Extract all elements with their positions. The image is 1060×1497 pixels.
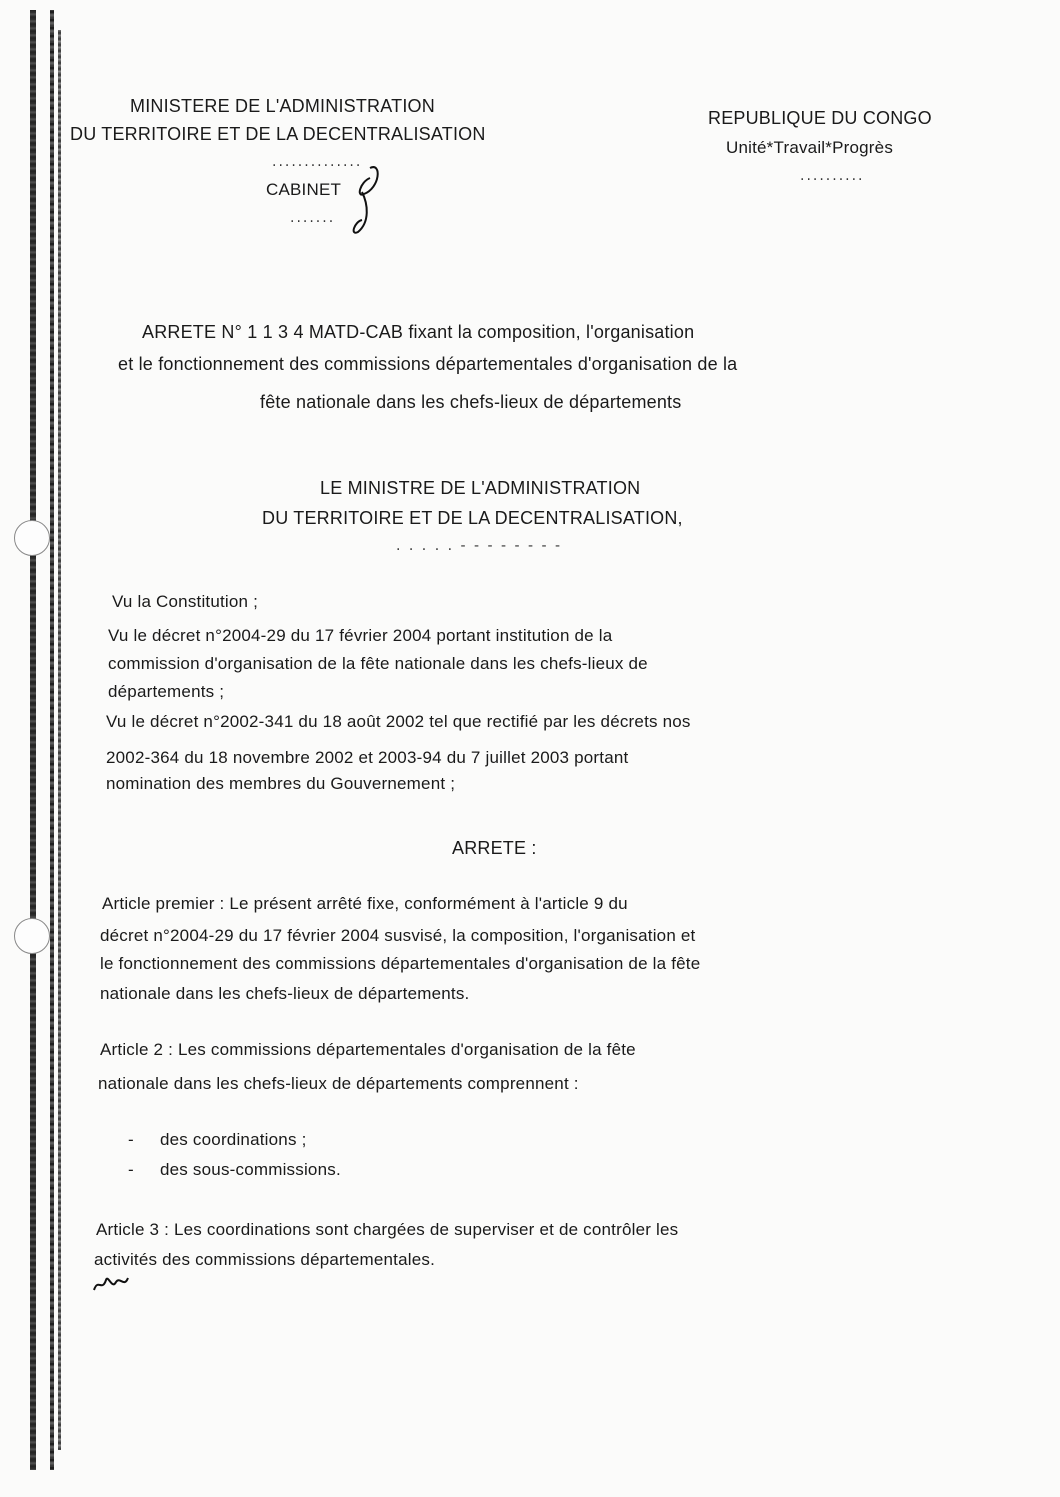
- visa-line: commission d'organisation de la fête nationale dans les chefs-lieux de: [108, 654, 648, 673]
- minister-line2: DU TERRITOIRE ET DE LA DECENTRALISATION,: [262, 508, 683, 528]
- article1-line: nationale dans les chefs-lieux de départements.: [100, 984, 470, 1003]
- decree-title-line1: ARRETE N° 1 1 3 4 MATD-CAB fixant la composition, l'organisation: [142, 322, 695, 342]
- visa-line: Vu la Constitution ;: [112, 592, 259, 611]
- punch-hole-bottom: [14, 918, 50, 954]
- ministry-line1: MINISTERE DE L'ADMINISTRATION: [130, 96, 435, 116]
- cabinet-label: CABINET: [266, 180, 342, 199]
- ministry-line2: DU TERRITOIRE ET DE LA DECENTRALISATION: [70, 124, 486, 144]
- punch-hole-top: [14, 520, 50, 556]
- article2-line: nationale dans les chefs-lieux de départements comprennent :: [98, 1074, 579, 1093]
- binding-strip: [28, 10, 68, 1470]
- article1-line: le fonctionnement des commissions départementales d'organisation de la fête: [100, 954, 701, 973]
- article3-line: activités des commissions départementales.: [94, 1250, 435, 1269]
- minister-line1: LE MINISTRE DE L'ADMINISTRATION: [320, 478, 641, 498]
- handwritten-paraph: [90, 1272, 130, 1296]
- separator-dots-4: . . . . . - - - - - - - -: [396, 538, 563, 554]
- visa-line: 2002-364 du 18 novembre 2002 et 2003-94 du 7 juillet 2003 portant: [106, 748, 629, 767]
- separator-dots: ..............: [272, 154, 363, 170]
- decree-title-line2: et le fonctionnement des commissions départementales d'organisation de la: [118, 354, 738, 374]
- list-item: des coordinations ;: [160, 1130, 307, 1149]
- visa-line: Vu le décret n°2004-29 du 17 février 2004 portant institution de la: [108, 626, 613, 645]
- article3-line: Article 3 : Les coordinations sont chargées de superviser et de contrôler les: [96, 1220, 679, 1239]
- article2-line: Article 2 : Les commissions départementales d'organisation de la fête: [100, 1040, 636, 1059]
- visa-line: Vu le décret n°2002-341 du 18 août 2002 tel que rectifié par les décrets nos: [106, 712, 691, 731]
- republic-label: REPUBLIQUE DU CONGO: [708, 108, 932, 128]
- separator-dots-2: .......: [290, 210, 336, 226]
- motto: Unité*Travail*Progrès: [726, 138, 894, 157]
- visa-line: nomination des membres du Gouvernement ;: [106, 774, 456, 793]
- visa-line: départements ;: [108, 682, 225, 701]
- arrete-heading: ARRETE :: [452, 838, 537, 858]
- article1-line: Article premier : Le présent arrêté fixe, conformément à l'article 9 du: [102, 894, 628, 913]
- article1-line: décret n°2004-29 du 17 février 2004 susvisé, la composition, l'organisation et: [100, 926, 696, 945]
- handwritten-initial: [340, 162, 386, 236]
- list-bullet: -: [128, 1130, 134, 1149]
- separator-dots-3: ..........: [800, 168, 865, 184]
- list-bullet: -: [128, 1160, 134, 1179]
- decree-title-line3: fête nationale dans les chefs-lieux de départements: [260, 392, 682, 412]
- list-item: des sous-commissions.: [160, 1160, 341, 1179]
